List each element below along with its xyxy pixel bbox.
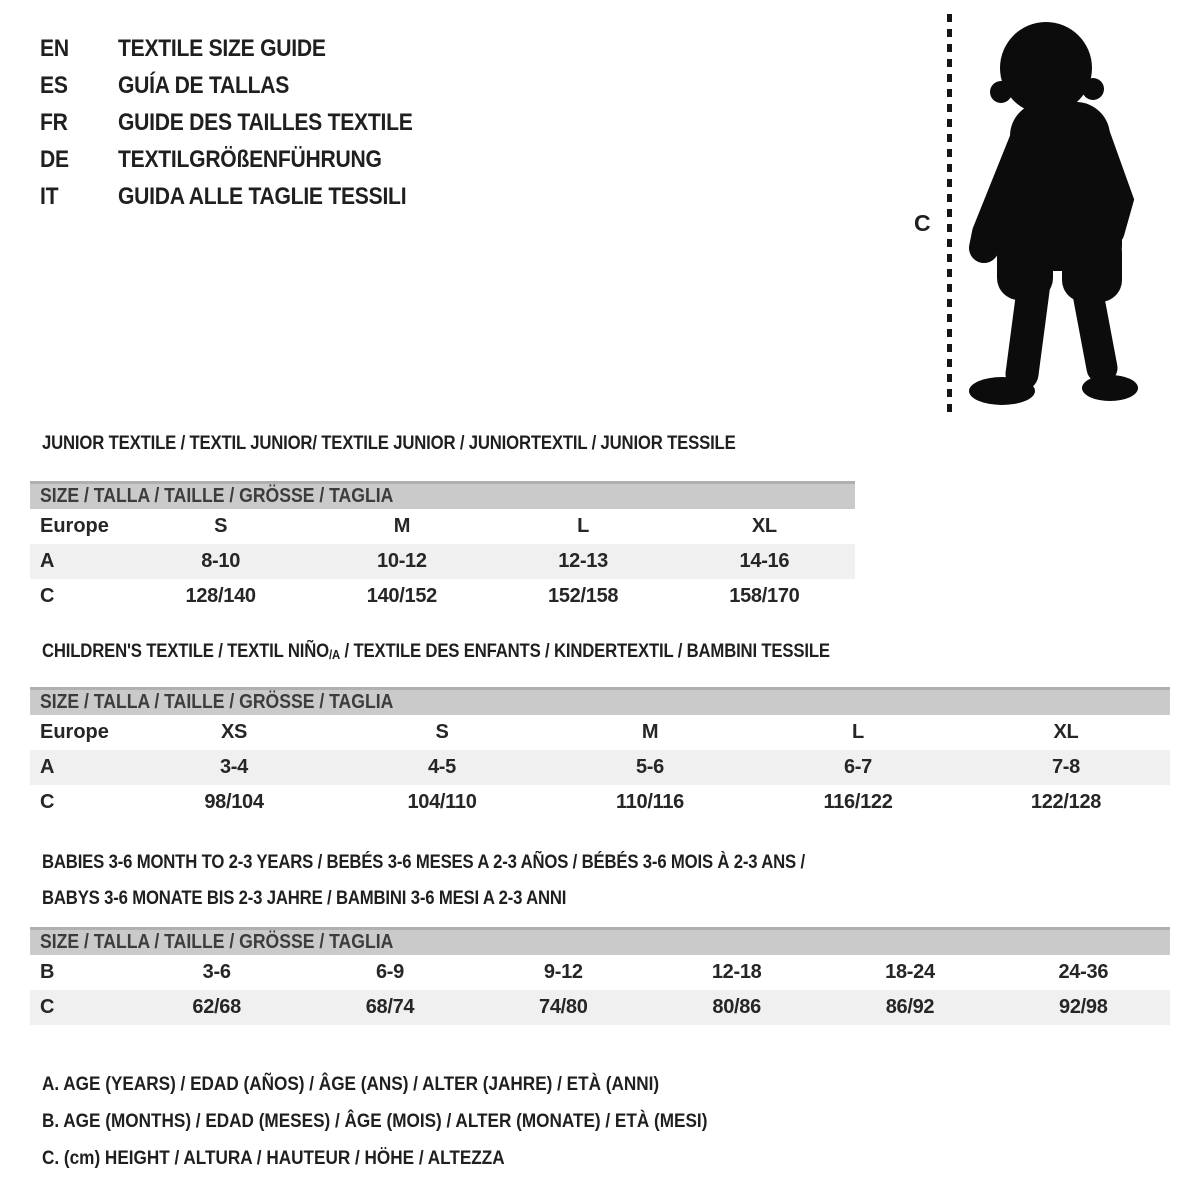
table-cell: 10-12 <box>377 550 427 572</box>
size-header-text: SIZE / TALLA / TAILLE / GRÖSSE / TAGLIA <box>40 931 394 953</box>
language-code-text: EN <box>40 34 69 62</box>
junior-row-c <box>30 579 855 614</box>
language-title-text: GUIDE DES TAILLES TEXTILE <box>118 108 413 136</box>
table-cell: 3-4 <box>219 756 248 778</box>
table-cell: 12-13 <box>558 550 608 572</box>
height-measure-label: C <box>914 210 931 236</box>
children-heading-part1: CHILDREN'S TEXTILE / TEXTIL NIÑO <box>42 641 329 662</box>
children-row-c <box>30 785 1170 820</box>
language-code <box>40 35 118 63</box>
table-cell: 4-5 <box>427 756 456 778</box>
table-cell: 14-16 <box>739 550 790 572</box>
language-title <box>118 72 312 100</box>
legend-line-a <box>42 1066 798 1103</box>
table-cell: 68/74 <box>365 996 415 1018</box>
babies-row-c <box>30 990 1170 1025</box>
language-code <box>40 72 118 100</box>
toddler-silhouette-icon <box>962 18 1140 420</box>
row-label: B <box>40 961 55 983</box>
language-title <box>118 109 453 137</box>
legend-line-b-text: B. AGE (MONTHS) / EDAD (MESES) / ÂGE (MOIS) / ALTER (MONATE) / ETÀ (MESI) <box>42 1110 708 1132</box>
language-title-text: GUIDA ALLE TAGLIE TESSILI <box>118 182 407 210</box>
table-cell: XS <box>220 721 248 743</box>
language-title <box>118 183 446 211</box>
language-title-list <box>40 30 453 215</box>
language-code-text: IT <box>40 182 59 210</box>
table-cell: L <box>852 721 864 743</box>
table-cell: M <box>641 721 659 743</box>
junior-table-size-header <box>30 481 855 509</box>
table-cell: 74/80 <box>539 996 588 1018</box>
language-row-en <box>40 30 453 67</box>
language-code <box>40 109 118 137</box>
children-size-table <box>30 687 1170 820</box>
table-cell: 6-9 <box>375 961 404 983</box>
language-title-text: TEXTILE SIZE GUIDE <box>118 34 326 62</box>
language-row-de <box>40 141 453 178</box>
junior-size-table <box>30 481 855 614</box>
size-header-text: SIZE / TALLA / TAILLE / GRÖSSE / TAGLIA <box>40 485 394 507</box>
table-cell: 7-8 <box>1051 756 1080 778</box>
size-header-text: SIZE / TALLA / TAILLE / GRÖSSE / TAGLIA <box>40 691 394 713</box>
table-cell: 6-7 <box>843 756 872 778</box>
height-measure-dashed-line <box>947 14 952 418</box>
language-code-text: DE <box>40 145 69 173</box>
row-label: Europe <box>40 515 109 537</box>
table-cell: 116/122 <box>823 791 893 813</box>
table-cell: 152/158 <box>548 585 619 607</box>
row-label: C <box>40 791 55 813</box>
legend-line-b <box>42 1103 798 1140</box>
language-row-es <box>40 67 453 104</box>
legend-line-c-text: C. (cm) HEIGHT / ALTURA / HAUTEUR / HÖHE / ALTEZZA <box>42 1147 505 1169</box>
children-row-europe <box>30 715 1170 750</box>
row-label: C <box>40 996 55 1018</box>
table-cell: 62/68 <box>192 996 241 1018</box>
babies-heading-line2: BABYS 3-6 MONATE BIS 2-3 JAHRE / BAMBINI 3-6 MESI A 2-3 ANNI <box>42 888 567 909</box>
junior-section-heading-text: JUNIOR TEXTILE / TEXTIL JUNIOR/ TEXTILE JUNIOR / JUNIORTEXTIL / JUNIOR TESSILE <box>42 433 736 454</box>
table-cell: 98/104 <box>204 791 264 813</box>
junior-row-europe <box>30 509 855 544</box>
legend-line-a-text: A. AGE (YEARS) / EDAD (AÑOS) / ÂGE (ANS) / ALTER (JAHRE) / ETÀ (ANNI) <box>42 1073 660 1095</box>
table-cell: 18-24 <box>885 961 935 983</box>
babies-size-table <box>30 927 1170 1025</box>
junior-row-a <box>30 544 855 579</box>
table-cell: 140/152 <box>366 585 437 607</box>
table-cell: 12-18 <box>711 961 762 983</box>
table-cell: S <box>214 515 228 537</box>
table-cell: 158/170 <box>729 585 800 607</box>
table-cell: 92/98 <box>1059 996 1108 1018</box>
row-label: Europe <box>40 721 109 743</box>
row-label: C <box>40 585 55 607</box>
table-cell: 122/128 <box>1030 791 1102 813</box>
babies-table-size-header <box>30 927 1170 955</box>
table-cell: S <box>435 721 449 743</box>
babies-section-heading <box>42 845 909 917</box>
table-cell: 5-6 <box>635 756 664 778</box>
language-code-text: ES <box>40 71 68 99</box>
table-cell: 110/116 <box>616 791 684 813</box>
measurement-legend <box>42 1066 798 1177</box>
language-code-text: FR <box>40 108 68 136</box>
table-cell: 9-12 <box>543 961 583 983</box>
table-cell: XL <box>1053 721 1079 743</box>
babies-heading-line1: BABIES 3-6 MONTH TO 2-3 YEARS / BEBÉS 3-6 MESES A 2-3 AÑOS / BÉBÉS 3-6 MOIS À 2-3 ANS / <box>42 852 805 873</box>
table-cell: 80/86 <box>712 996 761 1018</box>
table-cell: M <box>393 515 411 537</box>
table-cell: 128/140 <box>185 585 256 607</box>
table-cell: 3-6 <box>202 961 231 983</box>
children-heading-part2: / TEXTILE DES ENFANTS / KINDERTEXTIL / BAMBINI TESSILE <box>340 641 830 662</box>
children-section-heading <box>42 641 937 663</box>
language-code <box>40 146 118 174</box>
table-cell: 24-36 <box>1058 961 1109 983</box>
language-code <box>40 183 118 211</box>
table-cell: 8-10 <box>201 550 241 572</box>
babies-row-b <box>30 955 1170 990</box>
language-row-it <box>40 178 453 215</box>
children-table-size-header <box>30 687 1170 715</box>
children-row-a <box>30 750 1170 785</box>
language-title <box>118 146 418 174</box>
children-heading-sub: /A <box>328 647 341 662</box>
legend-line-c <box>42 1140 798 1177</box>
junior-section-heading <box>42 433 830 455</box>
row-label: A <box>40 550 55 572</box>
children-section-heading-text <box>42 641 830 663</box>
table-cell: XL <box>751 515 777 537</box>
language-title <box>118 35 354 63</box>
language-title-text: TEXTILGRÖßENFÜHRUNG <box>118 145 382 173</box>
table-cell: 86/92 <box>885 996 935 1018</box>
language-title-text: GUÍA DE TALLAS <box>118 71 290 99</box>
row-label: A <box>40 756 55 778</box>
language-row-fr <box>40 104 453 141</box>
table-cell: 104/110 <box>407 791 477 813</box>
table-cell: L <box>577 515 590 537</box>
